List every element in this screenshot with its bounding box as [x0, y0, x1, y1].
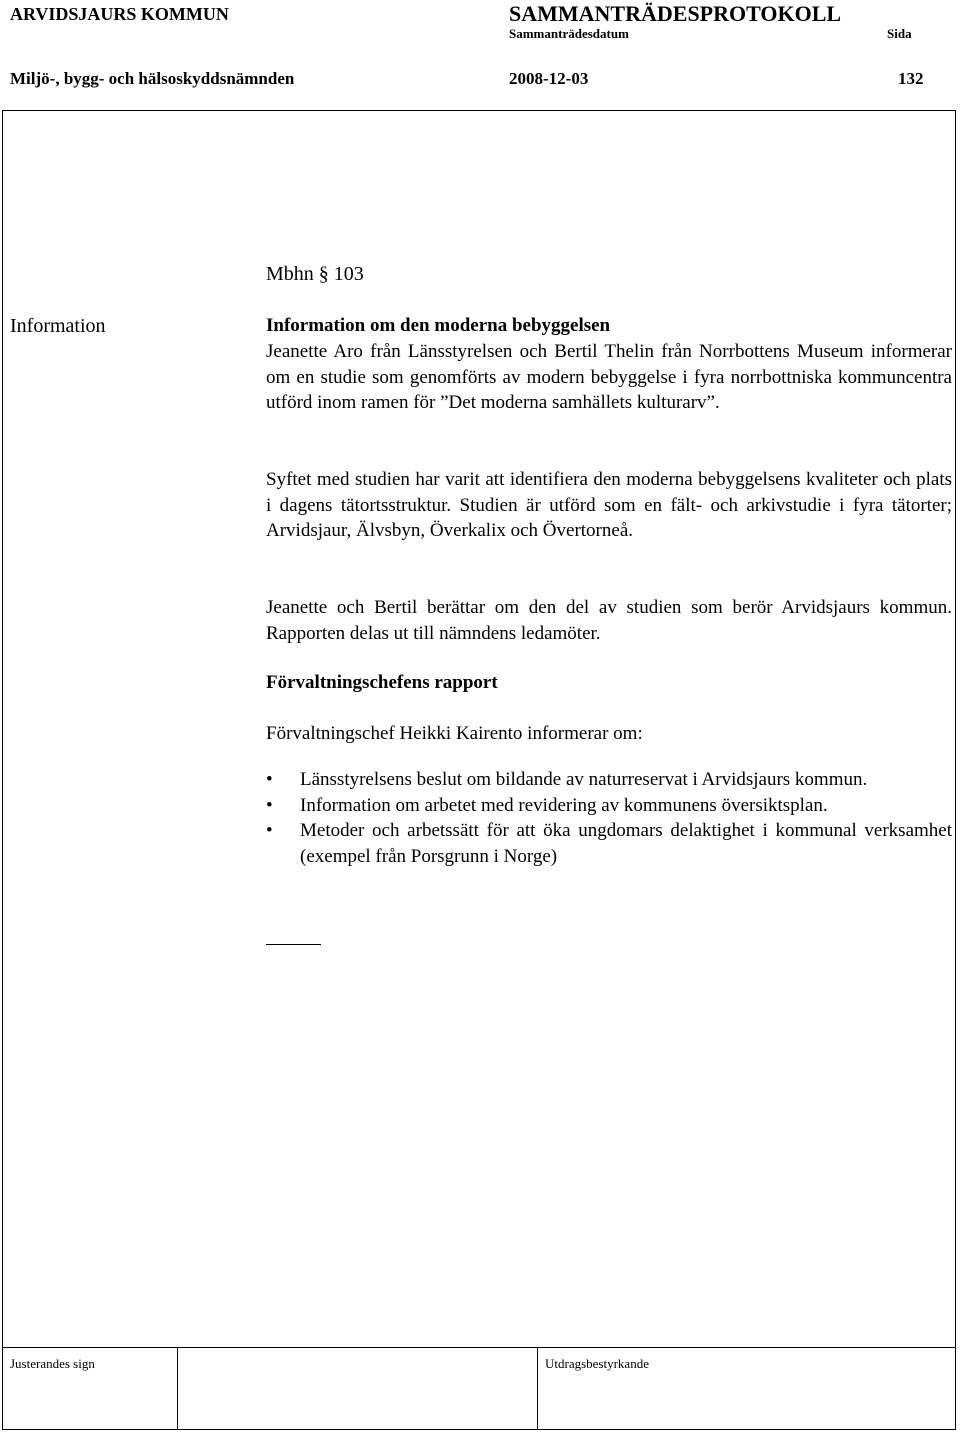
certifier-label: Utdragsbestyrkande [545, 1356, 649, 1371]
list-item [266, 767, 952, 793]
paragraph [266, 467, 952, 544]
paragraph-text: Jeanette Aro från Länsstyrelsen och Bertil Thelin från Norrbottens Museum informerar om en studie som genomförts av modern bebyggelse i fyra norrbottniska kommuncentra utförd inom ramen för ”Det moderna samhällets kulturarv”. [266, 341, 952, 414]
page-number: 132 [898, 69, 924, 88]
committee-name: Miljö-, bygg- och hälsoskyddsnämnden [10, 69, 295, 88]
list-item-text: Information om arbetet med revidering av kommunens översiktsplan. [300, 794, 828, 816]
paragraph-number: Mbhn § 103 [266, 263, 364, 285]
report-intro: Förvaltningschef Heikki Kairento informerar om: [266, 723, 643, 744]
report-bullet-list [266, 767, 952, 870]
municipality-name: ARVIDSJAURS KOMMUN [10, 4, 229, 24]
signer-label: Justerandes sign [10, 1356, 95, 1371]
end-rule [266, 944, 321, 945]
list-item-text: Länsstyrelsens beslut om bildande av naturreservat i Arvidsjaurs kommun. [300, 769, 868, 790]
page-label: Sida [887, 26, 912, 41]
paragraph-text: Jeanette och Bertil berättar om den del av studien som berör Arvidsjaurs kommun. Rapporten delas ut till nämndens ledamöter. [266, 597, 952, 644]
signature-cell-divider [177, 1347, 178, 1430]
list-item [266, 818, 952, 869]
meeting-date: 2008-12-03 [509, 69, 589, 88]
paragraph-text: Syftet med studien har varit att identifiera den moderna bebyggelsens kvaliteter och plats i dagens tätortsstruktur. Studien är utförd som en fält- och arkivstudie i fyra tätorter; Arvidsjaur, Älvsbyn, Överkalix och Övertorneå. [266, 469, 952, 542]
section-label: Information [10, 315, 106, 337]
list-item [266, 793, 952, 819]
section-heading: Information om den moderna bebyggelsen [266, 315, 611, 336]
list-item-text: Metoder och arbetssätt för att öka ungdomars delaktighet i kommunal verksamhet (exempel från Porsgrunn i Norge) [300, 820, 952, 868]
paragraph [266, 339, 952, 416]
document-type: SAMMANTRÄDESPROTOKOLL [509, 1, 842, 26]
signature-row-divider [2, 1347, 956, 1348]
bullet-icon: • [266, 769, 273, 790]
report-heading: Förvaltningschefens rapport [266, 672, 498, 693]
meeting-date-label: Sammanträdesdatum [509, 26, 629, 41]
bullet-icon: • [266, 820, 273, 842]
bullet-icon: • [266, 794, 273, 816]
paragraph [266, 595, 952, 646]
signature-cell-divider [537, 1347, 538, 1430]
